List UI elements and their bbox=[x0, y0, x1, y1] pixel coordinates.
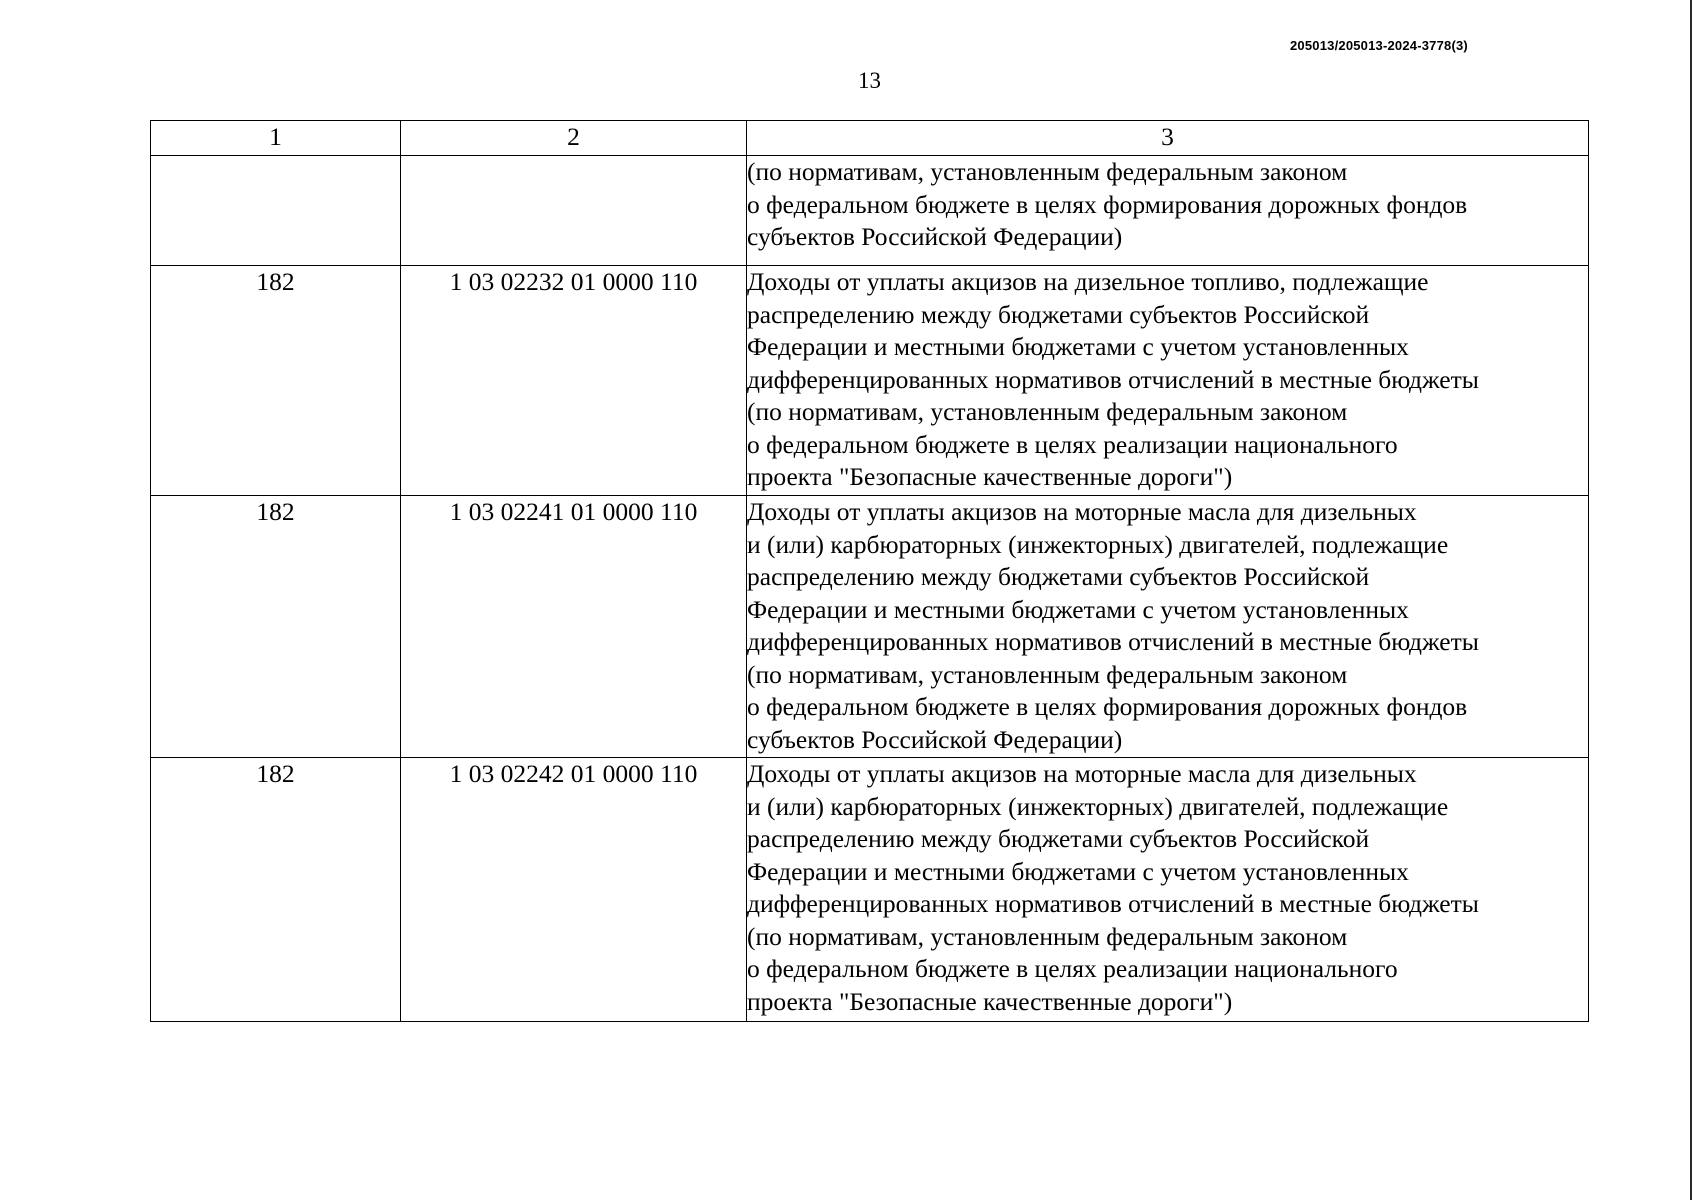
table-row bbox=[151, 266, 1589, 496]
description-line: (по нормативам, установленным федеральным законом bbox=[747, 397, 1348, 426]
column-header-1: 1 bbox=[151, 121, 401, 156]
description-line: (по нормативам, установленным федеральным законом bbox=[747, 659, 1348, 689]
description-line: распределению между бюджетами субъектов Российской bbox=[747, 562, 1370, 591]
kbk-code-cell: 1 03 02241 01 0000 110 bbox=[401, 496, 747, 758]
kbk-code-cell: 1 03 02232 01 0000 110 bbox=[401, 266, 747, 496]
scan-edge-line bbox=[1690, 0, 1692, 1200]
description-line: и (или) карбюраторных (инжекторных) двигателей, подлежащие bbox=[747, 791, 1449, 821]
description-line: Федерации и местными бюджетами с учетом установленных bbox=[747, 594, 1409, 624]
description-line: проекта "Безопасные качественные дороги") bbox=[747, 986, 1233, 1016]
description-line: Доходы от уплаты акцизов на моторные масла для дизельных bbox=[747, 759, 1417, 788]
document-registration-number: 205013/205013-2024-3778(3) bbox=[1290, 38, 1468, 53]
admin-code-cell: 182 bbox=[151, 266, 401, 496]
table-row bbox=[151, 496, 1589, 758]
description-line: о федеральном бюджете в целях реализации национального bbox=[747, 954, 1398, 983]
description-line: субъектов Российской Федерации) bbox=[747, 222, 1123, 251]
description-cell bbox=[747, 266, 1589, 496]
admin-code-cell bbox=[151, 156, 401, 266]
table-header-row bbox=[151, 121, 1589, 156]
description-line: Доходы от уплаты акцизов на моторные масла для дизельных bbox=[747, 497, 1417, 526]
description-line: дифференцированных нормативов отчислений в местные бюджеты bbox=[747, 627, 1479, 656]
description-line: субъектов Российской Федерации) bbox=[747, 724, 1123, 754]
budget-revenue-table bbox=[150, 120, 1589, 1022]
description-line: дифференцированных нормативов отчислений в местные бюджеты bbox=[747, 364, 1479, 394]
admin-code-cell: 182 bbox=[151, 758, 401, 1022]
page-number: 13 bbox=[858, 68, 881, 93]
table-row bbox=[151, 758, 1589, 1022]
description-line: распределению между бюджетами субъектов Российской bbox=[747, 824, 1370, 853]
description-cell bbox=[747, 496, 1589, 758]
description-cell bbox=[747, 156, 1589, 266]
description-line: Доходы от уплаты акцизов на дизельное топливо, подлежащие bbox=[747, 267, 1429, 296]
description-cell bbox=[747, 758, 1589, 1022]
kbk-code-cell: 1 03 02242 01 0000 110 bbox=[401, 758, 747, 1022]
description-line: о федеральном бюджете в целях формирования дорожных фондов bbox=[747, 189, 1468, 219]
description-line: распределению между бюджетами субъектов Российской bbox=[747, 299, 1370, 329]
description-line: Федерации и местными бюджетами с учетом установленных bbox=[747, 856, 1409, 886]
column-header-2: 2 bbox=[401, 121, 747, 156]
column-header-3: 3 bbox=[747, 121, 1589, 156]
description-line: (по нормативам, установленным федеральным законом bbox=[747, 157, 1348, 186]
description-line: Федерации и местными бюджетами с учетом установленных bbox=[747, 332, 1409, 361]
description-line: дифференцированных нормативов отчислений в местные бюджеты bbox=[747, 889, 1479, 918]
description-line: проекта "Безопасные качественные дороги") bbox=[747, 462, 1233, 491]
description-line: о федеральном бюджете в целях формирования дорожных фондов bbox=[747, 692, 1468, 721]
description-line: о федеральном бюджете в целях реализации национального bbox=[747, 429, 1398, 459]
description-line: и (или) карбюраторных (инжекторных) двигателей, подлежащие bbox=[747, 529, 1449, 559]
description-line: (по нормативам, установленным федеральным законом bbox=[747, 921, 1348, 951]
kbk-code-cell bbox=[401, 156, 747, 266]
admin-code-cell: 182 bbox=[151, 496, 401, 758]
table-row bbox=[151, 156, 1589, 266]
